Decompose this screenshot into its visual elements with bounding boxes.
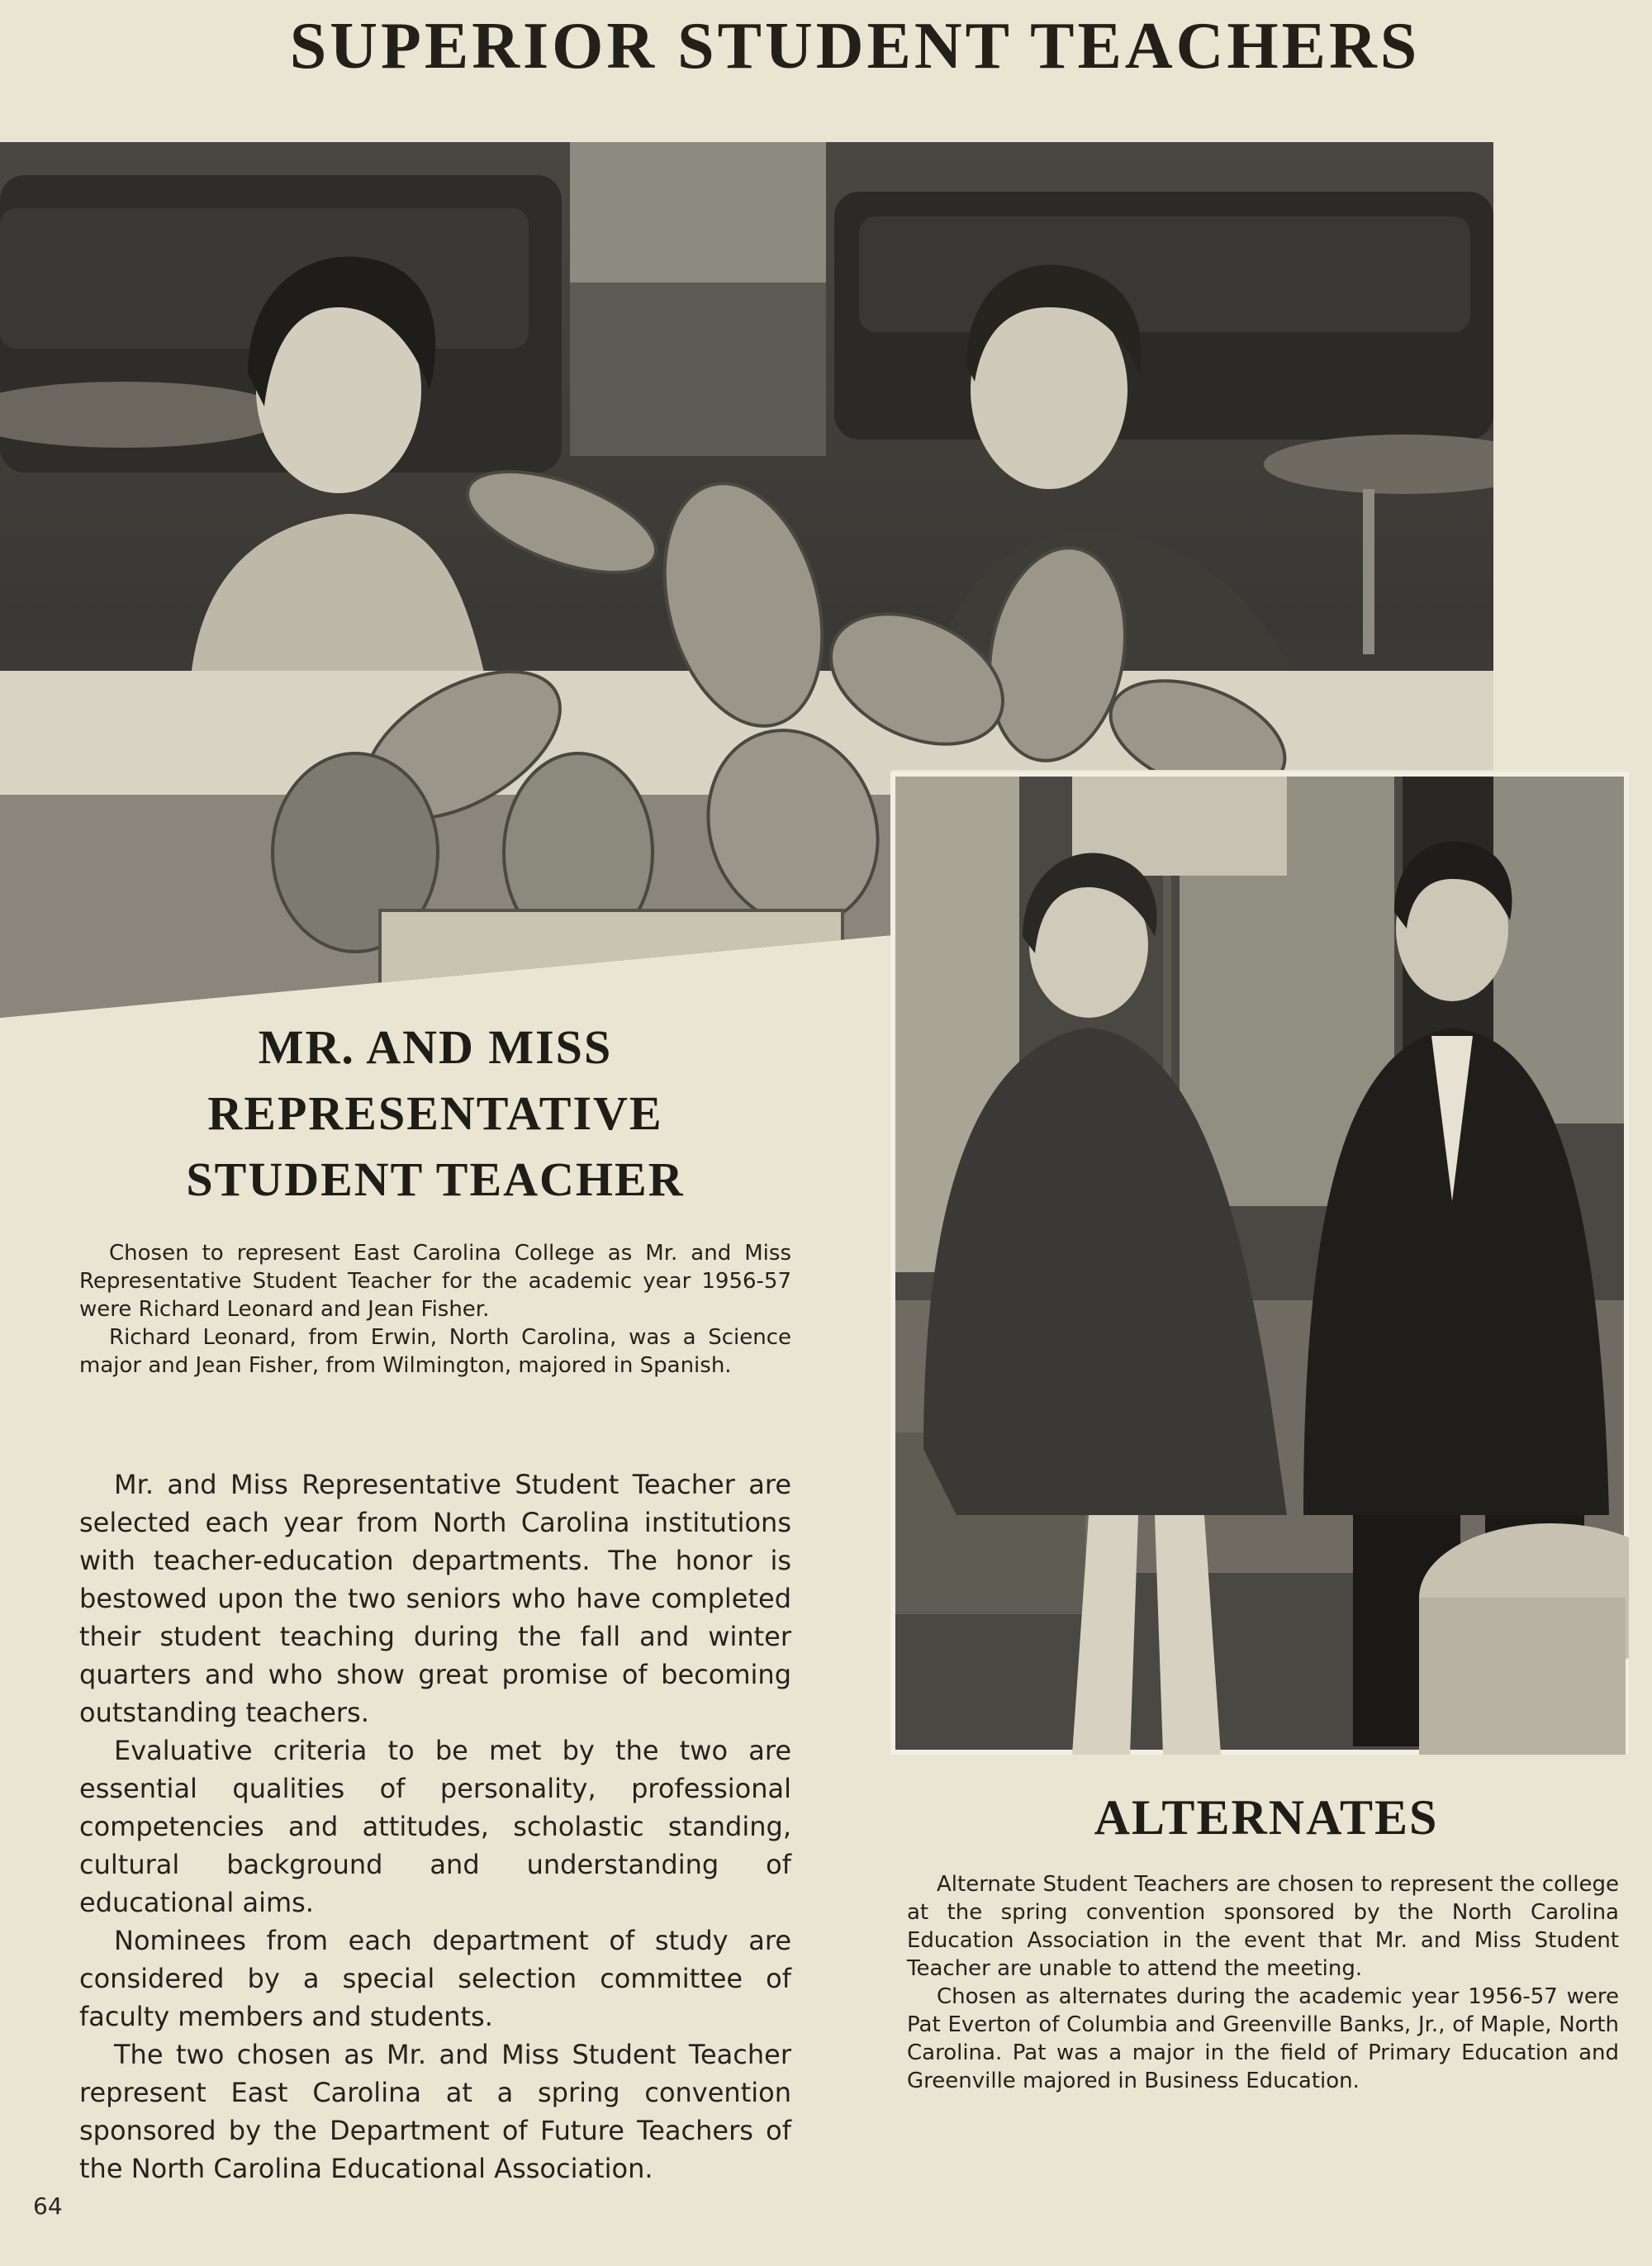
caption-paragraph: Chosen as alternates during the academic year 1956-57 were Pat Everton of Columbia and Greenville Banks, Jr., of Maple, North Carolina. Pat was a major in the field of Primary Education and Greenville majored in Business Education. [907,1984,1619,2093]
page-number: 64 [33,2192,63,2220]
article-paragraph: Nominees from each department of study are considered by a special selection committee of faculty members and students. [79,1925,791,2032]
representatives-headline [0,1014,871,1213]
headline-line: REPRESENTATIVE [207,1086,663,1140]
caption-paragraph: Alternate Student Teachers are chosen to represent the college at the spring convention sponsored by the North Carolina Education Association in the event that Mr. and Miss Student Teacher are unable to attend the meeting. [907,1872,1619,1981]
alternates-headline: ALTERNATES [1094,1790,1439,1845]
representatives-caption [79,1239,791,1380]
window-curtain [570,142,826,283]
alternates-photo [890,772,1629,1755]
article-paragraph: The two chosen as Mr. and Miss Student Teacher represent East Carolina at a spring convention sponsored by the Department of Future Teachers of the North Carolina Educational Association. [79,2039,791,2184]
article-paragraph: Evaluative criteria to be met by the two are essential qualities of personality, professional competencies and attitudes, scholastic standing, cultural background and understanding of educational aims. [79,1735,791,1918]
planter-basket [380,910,843,1009]
headline-line: STUDENT TEACHER [186,1152,685,1206]
headline-line: MR. AND MISS [258,1020,613,1074]
caption-paragraph: Chosen to represent East Carolina College as Mr. and Miss Representative Student Teacher for the academic year 1956-57 were Richard Leonard and Jean Fisher. [79,1241,791,1322]
alternates-caption [907,1870,1619,2095]
article-body [79,1466,791,2188]
caption-paragraph: Richard Leonard, from Erwin, North Carolina, was a Science major and Jean Fisher, from Wilmington, majored in Spanish. [79,1325,791,1378]
page-title: SUPERIOR STUDENT TEACHERS [289,10,1421,83]
article-paragraph: Mr. and Miss Representative Student Teacher are selected each year from North Carolina institutions with teacher-education departments. The honor is bestowed upon the two seniors who have completed their student teaching during the fall and winter quarters and who show great promise of becoming outstanding teachers. [79,1469,791,1728]
